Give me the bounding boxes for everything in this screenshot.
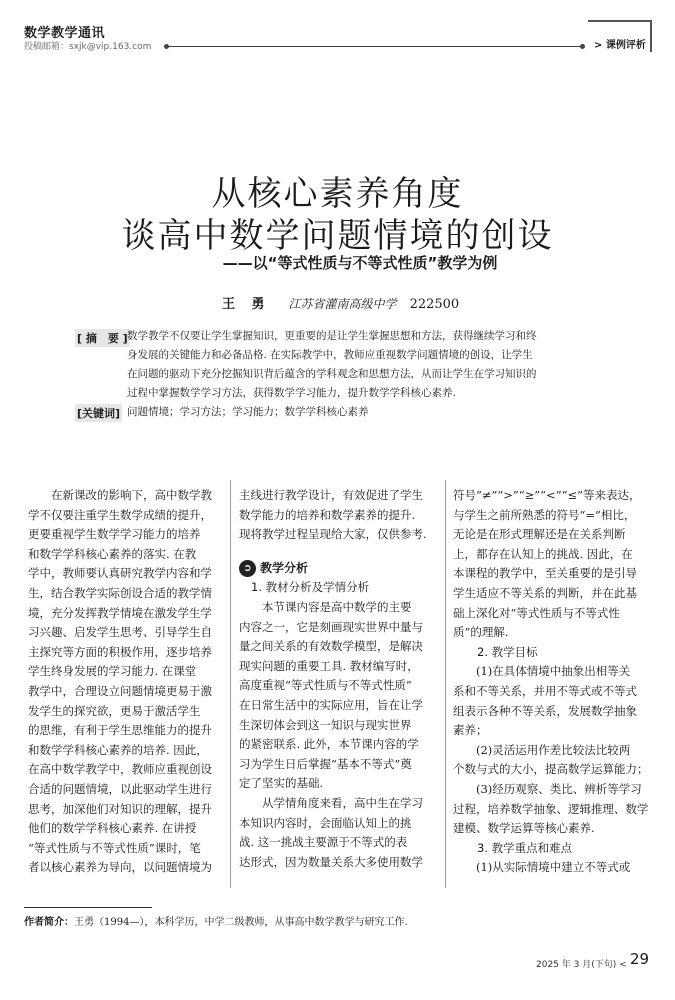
text-line: 和数学学科核心素养的培养. 因此，	[28, 742, 208, 757]
text-line: 从学情角度来看，高中生在学习	[239, 795, 423, 810]
author-line	[222, 293, 459, 312]
author-bio-label: 作者简介：	[24, 917, 74, 928]
text-line: 学不仅要注重学生数学成绩的提升，	[28, 507, 212, 522]
text-line: 发学生的探究欲，更易于激活学生	[28, 703, 201, 718]
text-line: 无论是在形式理解还是在关系判断	[453, 527, 626, 542]
text-line: 上，都存在认知上的挑战. 因此，在	[453, 546, 633, 561]
issue-date: 2025 年 3 月(下旬) <	[536, 960, 627, 970]
subsection-heading: 1. 教材分析及学情分析	[251, 580, 370, 595]
text-line: 主探究等方面的积极作用，逐步培养	[28, 644, 212, 659]
text-line: 符号“≠”“>”“≥”“<”“≤”等来表达，	[453, 488, 641, 502]
text-line: 组表示各种不等关系，发展数学抽象	[453, 703, 637, 718]
article-title-line1: 从核心素养角度	[211, 174, 464, 214]
text-line: 更要重视学生数学学习能力的培养	[28, 527, 201, 542]
text-line: 和数学学科核心素养的落实. 在教	[28, 546, 197, 561]
text-line: 学生适应不等关系的判断，并在此基	[453, 585, 637, 600]
body-column-1	[28, 486, 218, 878]
text-line: 现实问题的重要工具. 教材编写时，	[239, 658, 419, 673]
abstract-text	[127, 327, 607, 403]
section-heading	[239, 559, 433, 579]
abstract-line: 过程中掌握数学学习方法，获得数学学习能力，提升数学学科核心素养.	[127, 387, 456, 399]
body-column-2	[239, 486, 433, 872]
text-line: 在新课改的影响下，高中数学教	[28, 488, 212, 502]
arrow-circle-icon: ➲	[239, 560, 256, 577]
journal-name: 数学教学通讯	[24, 26, 106, 41]
text-line: 系和不等关系，并用不等式或不等式	[453, 683, 637, 698]
header-rule	[166, 46, 582, 47]
abstract-line: 数学教学不仅要让学生掌握知识，更重要的是让学生掌握思想和方法，获得继续学习和终	[127, 330, 537, 342]
author-name: 王 勇	[222, 297, 271, 312]
text-line: 本课程的教学中，至关重要的是引导	[453, 566, 637, 581]
text-line: 境，充分发挥教学情境在激发学生学	[28, 605, 212, 620]
text-line: 生，结合教学实际创设合适的教学情	[28, 585, 212, 600]
author-bio-footnote	[24, 913, 408, 928]
text-line: 质”的理解.	[453, 625, 509, 640]
text-line: 战. 这一挑战主要源于不等式的表	[239, 835, 408, 850]
section-tag: > 课例评析	[594, 40, 646, 51]
page-number: 29	[630, 950, 650, 968]
author-affiliation: 江苏省灌南高级中学	[288, 297, 397, 311]
text-line: 的紧密联系. 此外，本节课内容的学	[239, 737, 419, 752]
text-line: 本知识内容时，会面临认知上的挑	[239, 815, 412, 830]
keywords-label: [关键词]	[75, 404, 122, 422]
text-line: 习兴趣、启发学生思考、引导学生自	[28, 625, 212, 640]
abstract-line: 在问题的驱动下充分挖掘知识背后蕴含的学科观念和思想方法，从而让学生在学习知识的	[127, 368, 537, 380]
text-line: 建模、数学运算等核心素养.	[453, 821, 595, 836]
section-heading-text: 教学分析	[260, 560, 309, 575]
text-line: 的思维，有利于学生思维能力的提升	[28, 723, 212, 738]
article-subtitle: ——以“等式性质与不等式性质”教学为例	[222, 254, 498, 272]
text-line: 与学生之前所熟悉的符号“=”相比，	[453, 507, 636, 522]
text-line: 高度重视“等式性质与不等式性质”	[239, 678, 412, 693]
text-line: 在高中数学教学中，教师应重视创设	[28, 762, 212, 777]
text-line: 本节课内容是高中数学的主要	[239, 599, 412, 614]
header-rule-dot-right	[580, 44, 585, 49]
column-divider	[230, 480, 231, 888]
author-postcode: 222500	[409, 297, 460, 312]
text-line: 者以核心素养为导向，以问题情境为	[28, 860, 212, 875]
text-line: 现将教学过程呈现给大家，仅供参考.	[239, 527, 427, 542]
abstract-line: 身发展的关键能力和必备品格. 在实际教学中，教师应重视数学问题情境的创设，让学生	[127, 349, 533, 361]
text-line: 学中，教师要认真研究教学内容和学	[28, 566, 212, 581]
text-line: 习为学生日后掌握“基本不等式”奠	[239, 756, 412, 771]
text-line: (1)在具体情境中抽象出相等关	[453, 664, 631, 679]
text-line: 量之间关系的有效数学模型，是解决	[239, 639, 423, 654]
text-line: 定了坚实的基础.	[239, 776, 324, 791]
submission-email: 投稿邮箱：sxjk@vip.163.com	[24, 42, 152, 52]
subsection-heading: 3. 教学重点和难点	[477, 840, 573, 855]
column-divider	[445, 480, 446, 888]
text-line: 合适的问题情境，以此驱动学生进行	[28, 781, 212, 796]
text-line: (3)经历观察、类比、辨析等学习	[453, 781, 642, 796]
text-line: (2)灵活运用作差比较法比较两	[453, 742, 631, 757]
abstract-label: [ 摘 要 ]	[75, 329, 130, 347]
text-line: “等式性质与不等式性质”课时，笔	[28, 840, 201, 855]
text-line: 素养；	[453, 723, 488, 738]
subsection-heading: 2. 教学目标	[477, 644, 538, 659]
article-title-line2: 谈高中数学问题情境的创设	[121, 216, 554, 256]
text-line: 数学能力的培养和数学素养的提升.	[239, 507, 416, 522]
keywords-text: 问题情境；学习方法；学习能力；数学学科核心素养	[127, 406, 369, 418]
text-line: 达形式，因为数量关系大多使用数学	[239, 854, 423, 869]
body-column-3	[453, 486, 649, 878]
text-line: (1)从实际情境中建立不等式或	[453, 860, 631, 875]
text-line: 个数与式的大小，提高数学运算能力；	[453, 762, 649, 777]
author-bio-text: 王勇（1994—），本科学历，中学二级教师，从事高中数学教学与研究工作.	[74, 917, 408, 928]
text-line: 主线进行教学设计，有效促进了学生	[239, 488, 423, 502]
footnote-rule	[24, 907, 152, 908]
text-line: 生深切体会到这一知识与现实世界	[239, 717, 412, 732]
text-line: 础上深化对“等式性质与不等式性	[453, 605, 620, 620]
text-line: 学生终身发展的学习能力. 在课堂	[28, 664, 197, 679]
text-line: 内容之一，它是刻画现实世界中量与	[239, 619, 423, 634]
text-line: 他们的数学学科核心素养. 在讲授	[28, 821, 197, 836]
text-line: 教学中，合理设立问题情境更易于激	[28, 683, 212, 698]
text-line: 在日常生活中的实际应用，旨在让学	[239, 697, 423, 712]
text-line: 思考，加深他们对知识的理解，提升	[28, 801, 212, 816]
text-line: 过程，培养数学抽象、逻辑推理、数学	[453, 801, 649, 816]
